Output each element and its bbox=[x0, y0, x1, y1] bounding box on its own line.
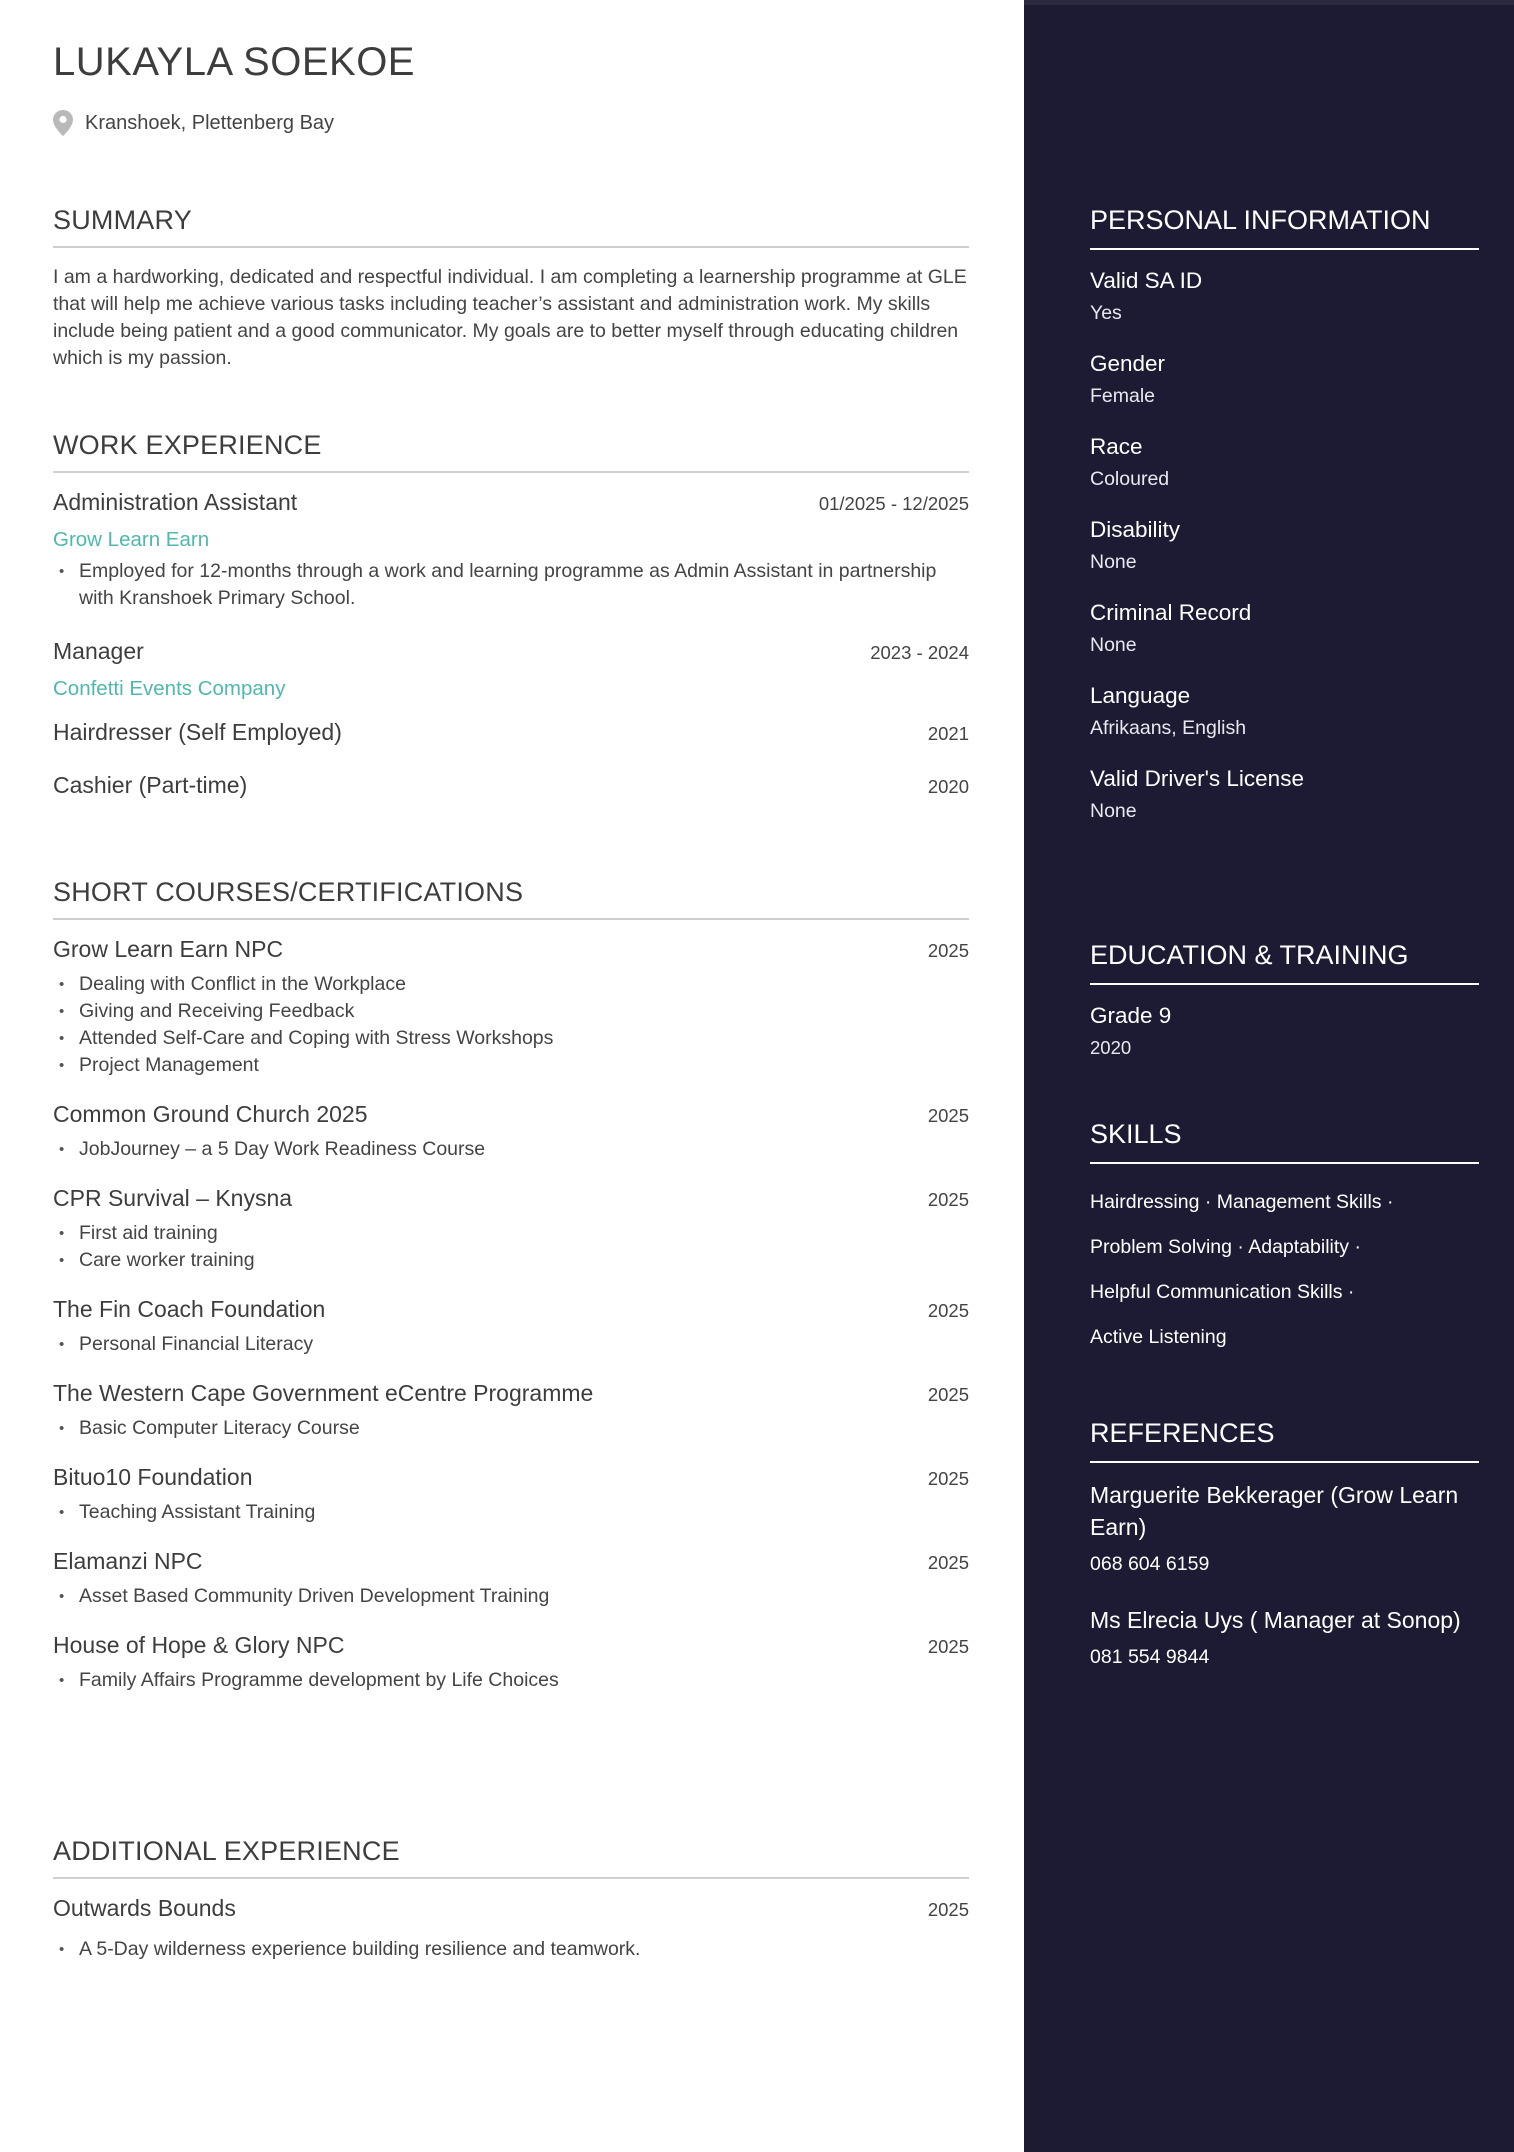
work-experience-section bbox=[53, 430, 969, 799]
location-text: Kranshoek, Plettenberg Bay bbox=[85, 111, 335, 134]
skills-list bbox=[1090, 1180, 1479, 1360]
course-entry bbox=[53, 1632, 969, 1694]
course-entry bbox=[53, 1185, 969, 1274]
list-item: • A 5-Day wilderness experience building resilience and teamwork. bbox=[53, 1936, 969, 1963]
list-item: • Giving and Receiving Feedback bbox=[53, 998, 969, 1025]
list-item: • Family Affairs Programme development by Life Choices bbox=[53, 1667, 969, 1694]
list-item: • Project Management bbox=[53, 1052, 969, 1079]
personal-label: Gender bbox=[1090, 351, 1166, 376]
personal-label: Valid Driver's License bbox=[1090, 766, 1304, 791]
work-entry bbox=[53, 719, 969, 746]
course-org: The Fin Coach Foundation bbox=[53, 1296, 326, 1322]
work-entry bbox=[53, 489, 969, 612]
course-org: Grow Learn Earn NPC bbox=[53, 936, 284, 962]
personal-item bbox=[1090, 434, 1479, 491]
course-date: 2025 bbox=[927, 1552, 969, 1573]
skill-line: Helpful Communication Skills · bbox=[1090, 1281, 1355, 1303]
education-item bbox=[1090, 1003, 1479, 1059]
personal-value: Female bbox=[1090, 385, 1156, 407]
summary-title: SUMMARY bbox=[53, 205, 969, 248]
education-section bbox=[1090, 940, 1479, 1059]
work-entry bbox=[53, 638, 969, 701]
references-title: REFERENCES bbox=[1090, 1418, 1479, 1463]
company-name: Confetti Events Company bbox=[53, 677, 286, 700]
skill-line: Hairdressing · Management Skills · bbox=[1090, 1191, 1394, 1213]
courses-section bbox=[53, 877, 969, 1694]
reference-name: Ms Elrecia Uys ( Manager at Sonop) bbox=[1090, 1607, 1461, 1633]
personal-value: None bbox=[1090, 634, 1137, 656]
list-item: • JobJourney – a 5 Day Work Readiness Course bbox=[53, 1136, 969, 1163]
additional-org: Outwards Bounds bbox=[53, 1895, 236, 1921]
course-date: 2025 bbox=[927, 1105, 969, 1126]
personal-label: Language bbox=[1090, 683, 1191, 708]
education-label: Grade 9 bbox=[1090, 1003, 1172, 1028]
summary-section bbox=[53, 205, 969, 372]
personal-label: Race bbox=[1090, 434, 1143, 459]
personal-info-section bbox=[1090, 205, 1479, 823]
list-item: • Asset Based Community Driven Development Training bbox=[53, 1583, 969, 1610]
course-org: Common Ground Church 2025 bbox=[53, 1101, 368, 1127]
additional-experience-title: ADDITIONAL EXPERIENCE bbox=[53, 1836, 969, 1879]
personal-value: None bbox=[1090, 800, 1137, 822]
skills-section bbox=[1090, 1119, 1479, 1360]
personal-value: Afrikaans, English bbox=[1090, 717, 1247, 739]
course-date: 2025 bbox=[927, 1636, 969, 1657]
company-name: Grow Learn Earn bbox=[53, 528, 210, 551]
reference-phone: 068 604 6159 bbox=[1090, 1553, 1210, 1575]
course-entry bbox=[53, 1101, 969, 1163]
personal-label: Disability bbox=[1090, 517, 1181, 542]
list-item: • Dealing with Conflict in the Workplace bbox=[53, 971, 969, 998]
list-item: • Care worker training bbox=[53, 1247, 969, 1274]
list-item: • Employed for 12-months through a work and learning programme as Admin Assistant in partnership with Kranshoek Primary School. bbox=[53, 558, 969, 612]
reference-item bbox=[1090, 1479, 1479, 1576]
job-title: Manager bbox=[53, 638, 144, 664]
job-title: Administration Assistant bbox=[53, 489, 298, 515]
course-entry bbox=[53, 936, 969, 1079]
personal-item bbox=[1090, 351, 1479, 408]
list-item: • First aid training bbox=[53, 1220, 969, 1247]
location bbox=[53, 110, 334, 136]
personal-item bbox=[1090, 766, 1479, 823]
list-item: • Teaching Assistant Training bbox=[53, 1499, 969, 1526]
course-entry bbox=[53, 1464, 969, 1526]
references-section bbox=[1090, 1418, 1479, 1669]
additional-experience-section bbox=[53, 1836, 969, 1963]
list-item: • Personal Financial Literacy bbox=[53, 1331, 969, 1358]
personal-value: Yes bbox=[1090, 302, 1122, 324]
work-experience-title: WORK EXPERIENCE bbox=[53, 430, 969, 473]
map-pin-icon bbox=[53, 110, 73, 136]
personal-label: Valid SA ID bbox=[1090, 268, 1203, 293]
list-item: • Attended Self-Care and Coping with Stress Workshops bbox=[53, 1025, 969, 1052]
summary-text: I am a hardworking, dedicated and respectful individual. I am completing a learnership programme at GLE that will help me achieve various tasks including teacher’s assistant and administration work. My skills include being patient and a good communicator. My goals are to better myself through educating children which is my passion. bbox=[53, 266, 967, 369]
course-entry bbox=[53, 1296, 969, 1358]
personal-item bbox=[1090, 517, 1479, 574]
education-year: 2020 bbox=[1090, 1037, 1132, 1058]
personal-item bbox=[1090, 600, 1479, 657]
course-date: 2025 bbox=[927, 1300, 969, 1321]
course-date: 2025 bbox=[927, 1384, 969, 1405]
work-entry bbox=[53, 772, 969, 799]
course-org: Elamanzi NPC bbox=[53, 1548, 203, 1574]
job-date: 01/2025 - 12/2025 bbox=[818, 493, 969, 514]
job-date: 2020 bbox=[927, 776, 969, 797]
candidate-name: LUKAYLA SOEKOE bbox=[53, 40, 415, 84]
additional-date: 2025 bbox=[927, 1899, 969, 1920]
personal-value: None bbox=[1090, 551, 1137, 573]
personal-item bbox=[1090, 683, 1479, 740]
skills-title: SKILLS bbox=[1090, 1119, 1479, 1164]
job-date: 2021 bbox=[927, 723, 969, 744]
skill-line: Active Listening bbox=[1090, 1326, 1227, 1348]
personal-item bbox=[1090, 268, 1479, 325]
job-title: Cashier (Part-time) bbox=[53, 772, 248, 798]
course-date: 2025 bbox=[927, 1468, 969, 1489]
course-entry bbox=[53, 1380, 969, 1442]
courses-title: SHORT COURSES/CERTIFICATIONS bbox=[53, 877, 969, 920]
education-title: EDUCATION & TRAINING bbox=[1090, 940, 1479, 985]
course-date: 2025 bbox=[927, 940, 969, 961]
course-org: CPR Survival – Knysna bbox=[53, 1185, 293, 1211]
list-item: • Basic Computer Literacy Course bbox=[53, 1415, 969, 1442]
reference-item bbox=[1090, 1604, 1479, 1669]
job-title: Hairdresser (Self Employed) bbox=[53, 719, 342, 745]
course-org: The Western Cape Government eCentre Programme bbox=[53, 1380, 594, 1406]
personal-info-title: PERSONAL INFORMATION bbox=[1090, 205, 1479, 250]
skill-line: Problem Solving · Adaptability · bbox=[1090, 1236, 1361, 1258]
course-org: Bituo10 Foundation bbox=[53, 1464, 253, 1490]
additional-entry bbox=[53, 1895, 969, 1963]
reference-name: Marguerite Bekkerager (Grow Learn Earn) bbox=[1090, 1482, 1459, 1540]
course-org: House of Hope & Glory NPC bbox=[53, 1632, 345, 1658]
personal-label: Criminal Record bbox=[1090, 600, 1252, 625]
job-date: 2023 - 2024 bbox=[870, 642, 969, 663]
reference-phone: 081 554 9844 bbox=[1090, 1646, 1210, 1668]
course-entry bbox=[53, 1548, 969, 1610]
course-date: 2025 bbox=[927, 1189, 969, 1210]
personal-value: Coloured bbox=[1090, 468, 1170, 490]
